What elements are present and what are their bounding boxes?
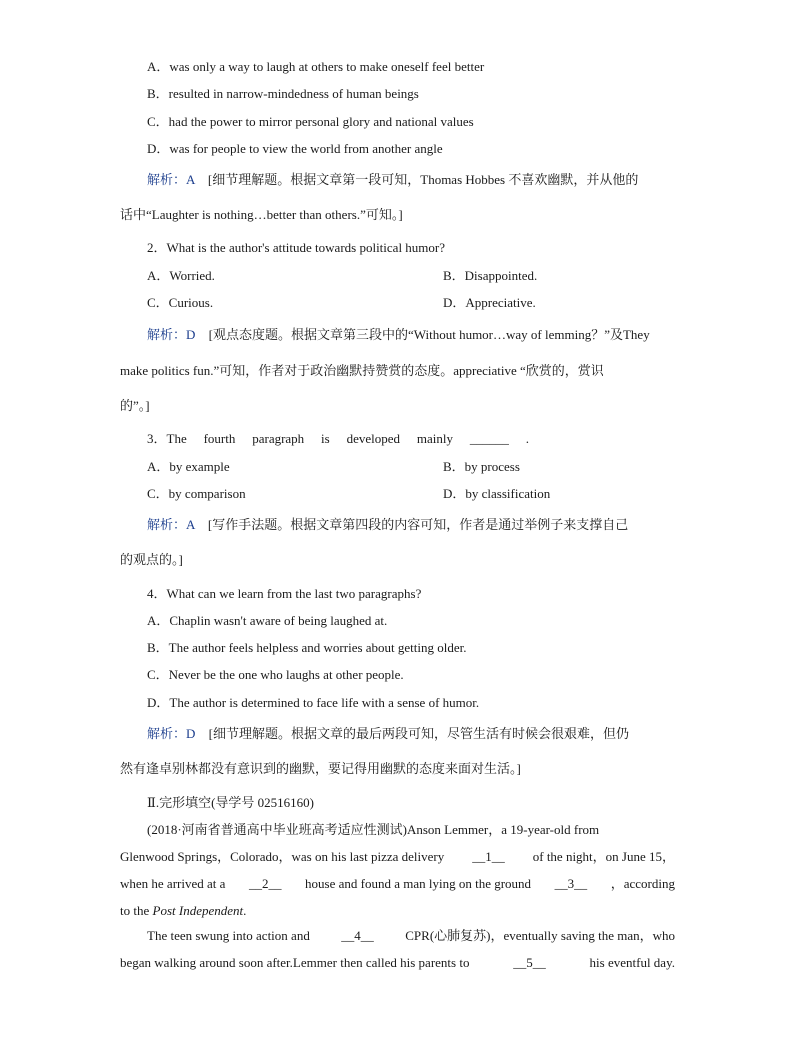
passage-line: (2018·河南省普通高中毕业班高考适应性测试)Anson Lemmer，a 19-year-old from	[147, 822, 600, 837]
answer-text: [写作手法题。根据文章第四段的内容可知，作者是通过举例子来支撑自己	[207, 517, 629, 532]
q1-option-d: D．was for people to view the world from another angle	[147, 141, 443, 156]
q3-word: 3．The	[147, 431, 187, 446]
newspaper-name: Post Independent	[152, 903, 244, 918]
q4-option-d: D．The author is determined to face life with a sense of humor.	[147, 695, 480, 710]
q1-option-a: A．was only a way to laugh at others to make oneself feel better	[147, 59, 485, 74]
cloze-blank-5: __5__	[513, 955, 546, 970]
passage-line	[120, 903, 246, 919]
cloze-blank-4: __4__	[341, 928, 374, 943]
q2-answer-cont: 的”。]	[120, 398, 150, 413]
q3-option-c: C．by comparison	[147, 486, 246, 501]
q3-word: is	[321, 431, 330, 446]
q4-option-b: B．The author feels helpless and worries about getting older.	[147, 640, 467, 655]
q3-question	[147, 431, 529, 447]
q2-option-a: A．Worried.	[147, 268, 215, 283]
passage-line	[120, 849, 675, 865]
answer-label: 解析：A	[147, 517, 195, 532]
q2-answer	[147, 327, 650, 343]
cloze-blank-2: __2__	[248, 876, 282, 891]
passage-line	[120, 955, 675, 971]
q3-word: .	[525, 431, 529, 446]
answer-label: 解析：A	[147, 172, 195, 187]
q3-option-d: D．by classification	[443, 486, 551, 501]
answer-label: 解析：D	[147, 726, 196, 741]
cloze-blank-3: __3__	[554, 876, 588, 891]
q4-answer-cont: 然有逢卓别林都没有意识到的幽默，要记得用幽默的态度来面对生活。]	[120, 761, 521, 776]
passage-text: of the night，on June 15，	[532, 849, 675, 864]
passage-text: The teen swung into action and	[147, 928, 310, 943]
q1-option-b: B．resulted in narrow-mindedness of human beings	[147, 86, 419, 101]
passage-text: his eventful day.	[589, 955, 675, 970]
q3-word: fourth	[203, 431, 236, 446]
q4-answer	[147, 726, 629, 742]
q3-answer	[147, 517, 628, 533]
passage-text: began walking around soon after.Lemmer then called his parents to	[120, 955, 470, 970]
q3-blank: ______	[469, 431, 509, 446]
q1-option-c: C．had the power to mirror personal glory and national values	[147, 114, 474, 129]
q2-option-c: C．Curious.	[147, 295, 214, 310]
cloze-blank-1: __1__	[472, 849, 505, 864]
passage-text: to the	[120, 903, 153, 918]
q2-option-b: B．Disappointed.	[443, 268, 538, 283]
q3-option-b: B．by process	[443, 459, 520, 474]
answer-text: [细节理解题。根据文章的最后两段可知，尽管生活有时候会很艰难，但仍	[208, 726, 629, 741]
q3-option-a: A．by example	[147, 459, 230, 474]
q2-question: 2．What is the author's attitude towards political humor?	[147, 240, 446, 255]
q3-word: developed	[346, 431, 400, 446]
passage-text: .	[243, 903, 247, 918]
q2-answer-cont: make politics fun.”可知，作者对于政治幽默持赞赏的态度。appreciative “欣赏的，赏识	[120, 363, 604, 378]
passage-line	[120, 876, 675, 892]
q3-word: paragraph	[252, 431, 305, 446]
answer-text: [观点态度题。根据文章第三段中的“Without humor…way of lemming？”及They	[208, 327, 650, 342]
passage-text: Glenwood Springs，Colorado，was on his last pizza delivery	[120, 849, 445, 864]
q3-word: mainly	[416, 431, 453, 446]
q2-option-d: D．Appreciative.	[443, 295, 536, 310]
passage-text: when he arrived at a	[120, 876, 226, 891]
q4-question: 4．What can we learn from the last two paragraphs?	[147, 586, 422, 601]
passage-line	[147, 928, 675, 944]
passage-text: house and found a man lying on the ground	[305, 876, 532, 891]
answer-label: 解析：D	[147, 327, 196, 342]
q1-answer-cont: 话中“Laughter is nothing…better than others.”可知。]	[120, 207, 403, 222]
q4-option-c: C．Never be the one who laughs at other people.	[147, 667, 404, 682]
q3-answer-cont: 的观点的。]	[120, 552, 183, 567]
passage-text: CPR(心肺复苏)，eventually saving the man，who	[405, 928, 675, 943]
q4-option-a: A．Chaplin wasn't aware of being laughed at.	[147, 613, 388, 628]
answer-text: [细节理解题。根据文章第一段可知，Thomas Hobbes 不喜欢幽默，并从他的	[207, 172, 639, 187]
passage-text: ，according	[610, 876, 675, 891]
section-heading: Ⅱ.完形填空(导学号 02516160)	[147, 795, 314, 810]
q1-answer	[147, 172, 638, 188]
